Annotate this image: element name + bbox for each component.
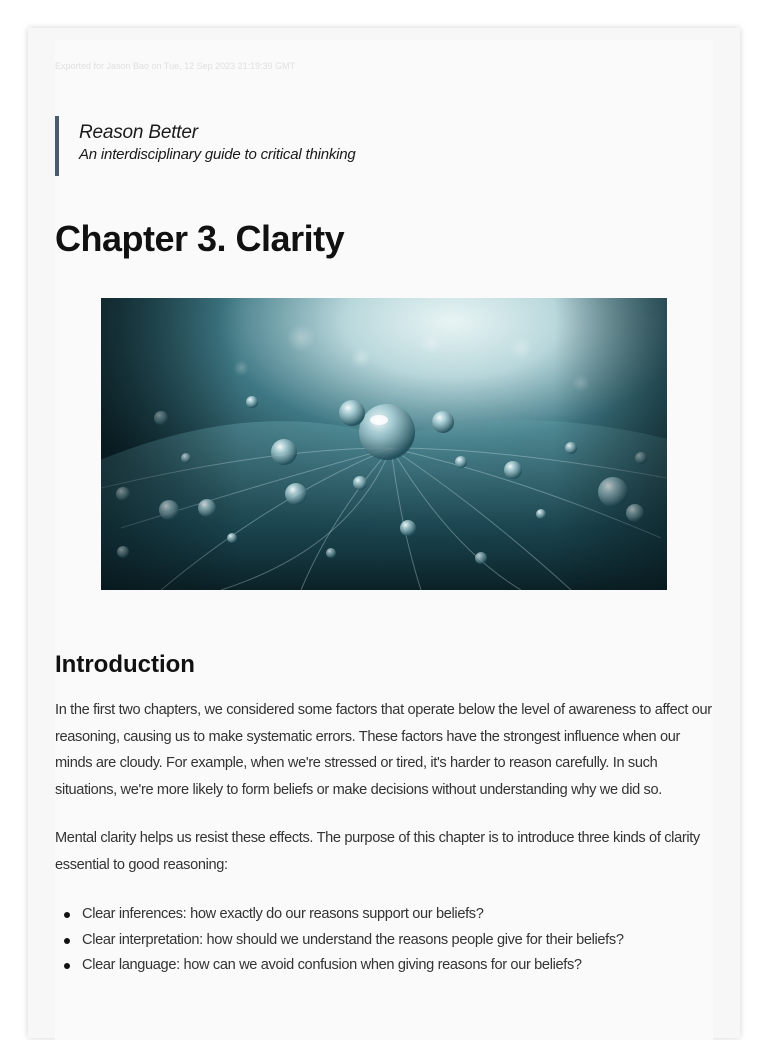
clarity-kinds-list	[55, 902, 715, 979]
chapter-title: Chapter 3. Clarity	[55, 218, 345, 259]
section-heading-introduction: Introduction	[55, 651, 195, 678]
paragraph: Mental clarity helps us resist these effects. The purpose of this chapter is to introduce three kinds of clarity essential to good reasoning:	[55, 830, 700, 873]
export-note: Exported for Jason Bao on Tue, 12 Sep 2023 21:19:39 GMT	[55, 61, 296, 71]
water-droplets-image	[101, 298, 667, 590]
document-page	[55, 40, 713, 1040]
list-item: Clear language: how can we avoid confusion when giving reasons for our beliefs?	[55, 953, 715, 979]
chapter-hero-image	[101, 298, 667, 590]
book-subtitle: An interdisciplinary guide to critical thinking	[79, 146, 356, 163]
list-item: Clear inferences: how exactly do our reasons support our beliefs?	[55, 902, 715, 928]
book-header	[55, 116, 356, 176]
page-frame	[28, 28, 740, 1038]
paragraph: In the first two chapters, we considered some factors that operate below the level of awareness to affect our reasoning, causing us to make systematic errors. These factors have the strongest influence when our minds are cloudy. For example, when we're stressed or tired, it's harder to reason carefully. In such situations, we're more likely to form beliefs or make decisions without understanding why we did so.	[55, 702, 712, 798]
list-item: Clear interpretation: how should we understand the reasons people give for their beliefs?	[55, 928, 715, 954]
book-title: Reason Better	[79, 122, 198, 143]
